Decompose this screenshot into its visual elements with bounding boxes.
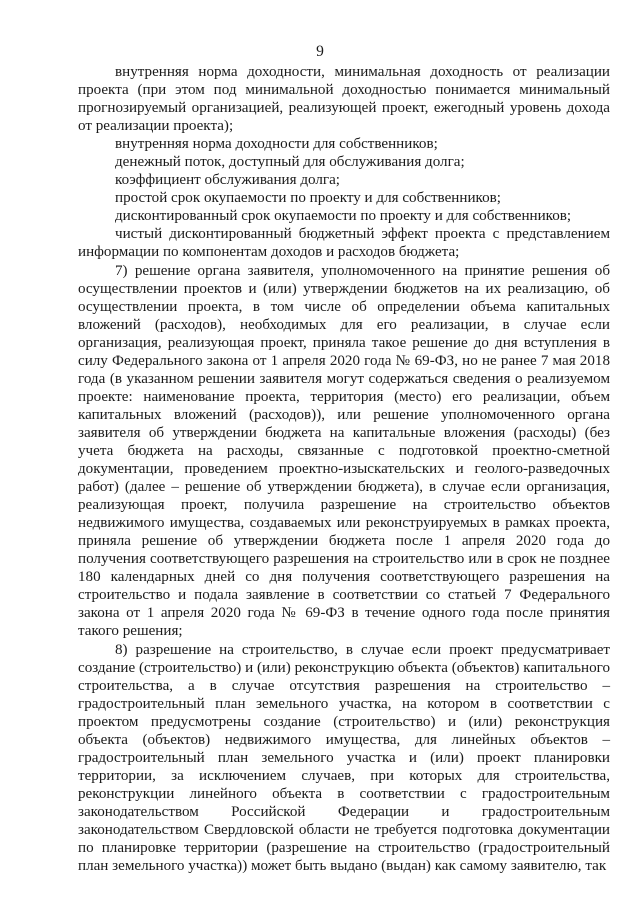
paragraph-item-8: 8) разрешение на строительство, в случае если проект предусматривает создание (строительство) и (или) реконструкцию объекта (объектов) капитального строительства, а в случае отсутствия разрешения на строительство – градостроительный план земельного участка, на котором в соответствии с проектом предусмотрены создание (строительство) и (или) реконструкция объекта (объектов) недвижимого имущества, для линейных объектов – градостроительный план земельного участка и (или) проект планировки территории, за исключением случаев, при которых для строительства, реконструкции линейного объекта в соответствии с градостроительным законодательством Российской Федерации и градостроительным законодательством Свердловской области не требуется подготовка документации по планировке территории (разрешение на строительство (градостроительный план земельного участка)) может быть выдано (выдан) как самому заявителю, так — [78, 641, 610, 875]
paragraph-simple-payback: простой срок окупаемости по проекту и для собственников; — [115, 190, 501, 207]
page-number: 9 — [316, 43, 324, 60]
paragraph-discounted-payback: дисконтированный срок окупаемости по проекту и для собственников; — [115, 208, 572, 225]
paragraph-irr-owners: внутренняя норма доходности для собственников; — [115, 136, 438, 153]
paragraph-item-7: 7) решение органа заявителя, уполномоченного на принятие решения об осуществлении проектов и (или) утверждении бюджетов на их реализацию, об осуществлении проекта, в том числе об определении объема капитальных вложений (расходов), необходимых для его реализации, в случае если организация, реализующая проект, приняла такое решение до дня вступления в силу Федерального закона от 1 апреля 2020 года № 69-ФЗ, но не ранее 7 мая 2018 года (в указанном решении заявителя могут содержаться сведения о реализуемом проекте: наименование проекта, территория (место) его реализации, объем капитальных вложений (расходов)), или решение уполномоченного органа заявителя об утверждении бюджета на капитальные вложения (расходы) (без учета бюджета на расходы, связанные с подготовкой проектно-сметной документации, проведением проектно-изыскательских и геолого-разведочных работ) (далее – решение об утверждении бюджета), в случае если организация, реализующая проект, получила разрешение на строительство объектов недвижимого имущества, создаваемых или реконструируемых в рамках проекта, приняла решение об утверждении бюджета после 1 апреля 2020 года до получения соответствующего разрешения на строительство или в срок не позднее 180 календарных дней со дня получения соответствующего разрешения на строительство и подала заявление в соответствии со статьей 7 Федерального закона от 1 апреля 2020 года № 69-ФЗ в течение одного года после принятия такого решения; — [78, 262, 610, 640]
paragraph-debt-service-ratio: коэффициент обслуживания долга; — [115, 172, 340, 189]
paragraph-irr-min-yield: внутренняя норма доходности, минимальная доходность от реализации проекта (при этом под минимальной доходностью понимается минимальный прогнозируемый организацией, реализующей проект, ежегодный уровень дохода от реализации проекта); — [78, 64, 610, 135]
paragraph-budget-effect: чистый дисконтированный бюджетный эффект проекта с представлением информации по компонентам доходов и расходов бюджета; — [78, 226, 610, 261]
paragraph-cash-flow: денежный поток, доступный для обслуживания долга; — [115, 154, 465, 171]
document-body — [78, 63, 610, 875]
